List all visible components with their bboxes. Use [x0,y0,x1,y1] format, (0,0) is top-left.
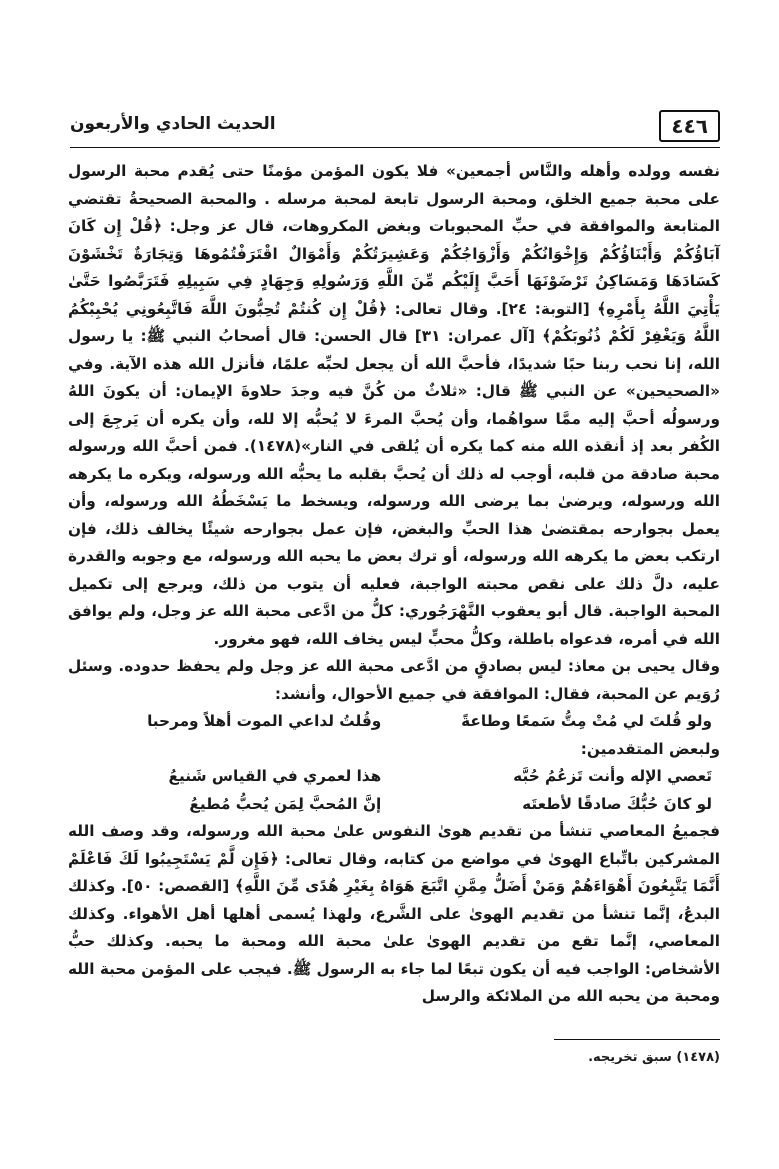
page-header [70,100,720,142]
poem-intro: ولبعض المتقدمين: [580,739,720,758]
paragraph: وقال يحيى بن معاذ: ليس بصادقٍ من ادَّعى محبة الله عز وجل ولم يحفظ حدوده. وسئل رُوَيم عن المحبة، فقال: الموافقة في جميع الأحوال، وأنشد: [68,657,720,703]
footnote: (١٤٧٨) سبق تخريجه. [588,1050,720,1065]
header-rule [70,147,720,148]
poem-line [68,708,720,736]
running-title: الحديث الحادي والأربعون [70,114,276,134]
hemistich-right: لو كانَ حُبُّكَ صادقًا لأطعتَه [522,794,712,813]
footnote-rule [554,1039,720,1040]
hemistich-left: هذا لعمري في القياس شَنيعُ [168,767,382,785]
hemistich-left: إنَّ المُحبَّ لِمَن يُحبُّ مُطيعُ [189,794,382,813]
main-text [68,158,720,1011]
paragraph: فجميعُ المعاصي تنشأ من تقديم هوىٰ النفوس علىٰ محبة الله ورسوله، وقد وصف الله المشركين باتِّباع الهوىٰ في مواضع من كتابه، وقال تعالى: ﴿فَإِن لَّمْ يَسْتَجِيبُوا لَكَ فَاعْلَمْ أَنَّمَا يَتَّبِعُونَ أَهْوَاءَهُمْ وَمَنْ أَضَلُّ مِمَّنِ اتَّبَعَ هَوَاهُ بِغَيْرِ هُدًى مِّنَ اللَّهِ﴾ [القصص: ٥٠]. وكذلك البدعُ، إنَّما تنشأ من تقديم الهوىٰ على الشَّرع، ولهذا يُسمى أهلها أهل الأهواء. وكذلك المعاصي، إنَّما تقع من تقديم الهوىٰ علىٰ محبة الله ومحبة ما يحبه. وكذلك حبُّ الأشخاص: الواجب فيه أن يكون تبعًا لما جاء به الرسول ﷺ. فيجب على المؤمن محبة الله ومحبة من يحبه الله من الملائكة والرسل [68,822,720,1005]
poem-line [68,791,720,819]
paragraph: نفسه وولده وأهله والنَّاس أجمعين» فلا يكون المؤمن مؤمنًا حتى يُقدم محبة الرسول على محبة جميع الخلق، ومحبة الرسول تابعة لمحبة مرسله . والمحبة الصحيحةُ تقتضي المتابعة والموافقة في حبِّ المحبوبات وبغض المكروهات، قال عز وجل: ﴿قُلْ إِن كَانَ آبَاؤُكُمْ وَأَبْنَاؤُكُمْ وَإِخْوَانُكُمْ وَأَزْوَاجُكُمْ وَعَشِيرَتُكُمْ وَأَمْوَالٌ اقْتَرَفْتُمُوهَا وَتِجَارَةٌ تَخْشَوْنَ كَسَادَهَا وَمَسَاكِنُ تَرْضَوْنَهَا أَحَبَّ إِلَيْكُم مِّنَ اللَّهِ وَرَسُولِهِ وَجِهَادٍ فِي سَبِيلِهِ فَتَرَبَّصُوا حَتَّىٰ يَأْتِيَ اللَّهُ بِأَمْرِهِ﴾ [التوبة: ٢٤]. وقال تعالى: ﴿قُلْ إِن كُنتُمْ تُحِبُّونَ اللَّهَ فَاتَّبِعُونِي يُحْبِبْكُمُ اللَّهُ وَيَغْفِرْ لَكُمْ ذُنُوبَكُمْ﴾ [آل عمران: ٣١] قال الحسن: قال أصحابُ النبي ﷺ: يا رسول الله، إنا نحب ربنا حبًا شديدًا، فأحبَّ الله أن يجعل لحبِّه علمًا، فأنزل الله هذه الآية. وفي «الصحيحين» عن النبي ﷺ قال: «ثلاثٌ من كُنَّ فيه وجدَ حلاوةَ الإيمان: أن يكونَ اللهُ ورسولُه أحبَّ إليه ممَّا سواهُما، وأن يُحبَّ المرءَ لا يُحبُّه إلا لله، وأن يكره أن يَرجِعَ إلى الكُفر بعد إذ أنقذه الله منه كما يكره أن يُلقى في النار»(١٤٧٨). فمن أحبَّ الله ورسوله محبة صادقة من قلبه، أوجب له ذلك أن يُحبَّ بقلبه ما يحبُّه الله ورسوله، ويكره ما يكرهه الله ورسوله، ويرضىٰ بما يرضى الله ورسوله، ويسخط ما يَسْخَطُهُ الله ورسوله، وأن يعمل بجوارحه بمقتضىٰ هذا الحبِّ والبغض، فإن عمل بجوارحه شيئًا يخالف ذلك، فإن ارتكب بعض ما يكرهه الله ورسوله، أو ترك بعض ما يحبه الله ورسوله، مع وجوبه والقدرة عليه، دلَّ ذلك على نقص محبته الواجبة، فعليه أن يتوب من ذلك، ويرجع إلى تكميل المحبة الواجبة. قال أبو يعقوب النَّهْرَجُوري: كلُّ من ادَّعى محبة الله عز وجل، ولم يوافق الله في أمره، فدعواه باطلة، وكلُّ محبٍّ ليس يخاف الله، فهو مغرور. [68,162,720,648]
poem-line [68,763,720,791]
page-number: ٤٤٦ [659,110,720,142]
hemistich-left: وقُلتُ لداعي الموت أهلاً ومرحبا [147,712,382,730]
hemistich-right: ولو قُلتَ لي مُتْ مِتُّ سَمعًا وطاعةً [461,712,712,730]
hemistich-right: تَعصي الإله وأنت تَزعُمُ حُبَّه [513,767,712,785]
